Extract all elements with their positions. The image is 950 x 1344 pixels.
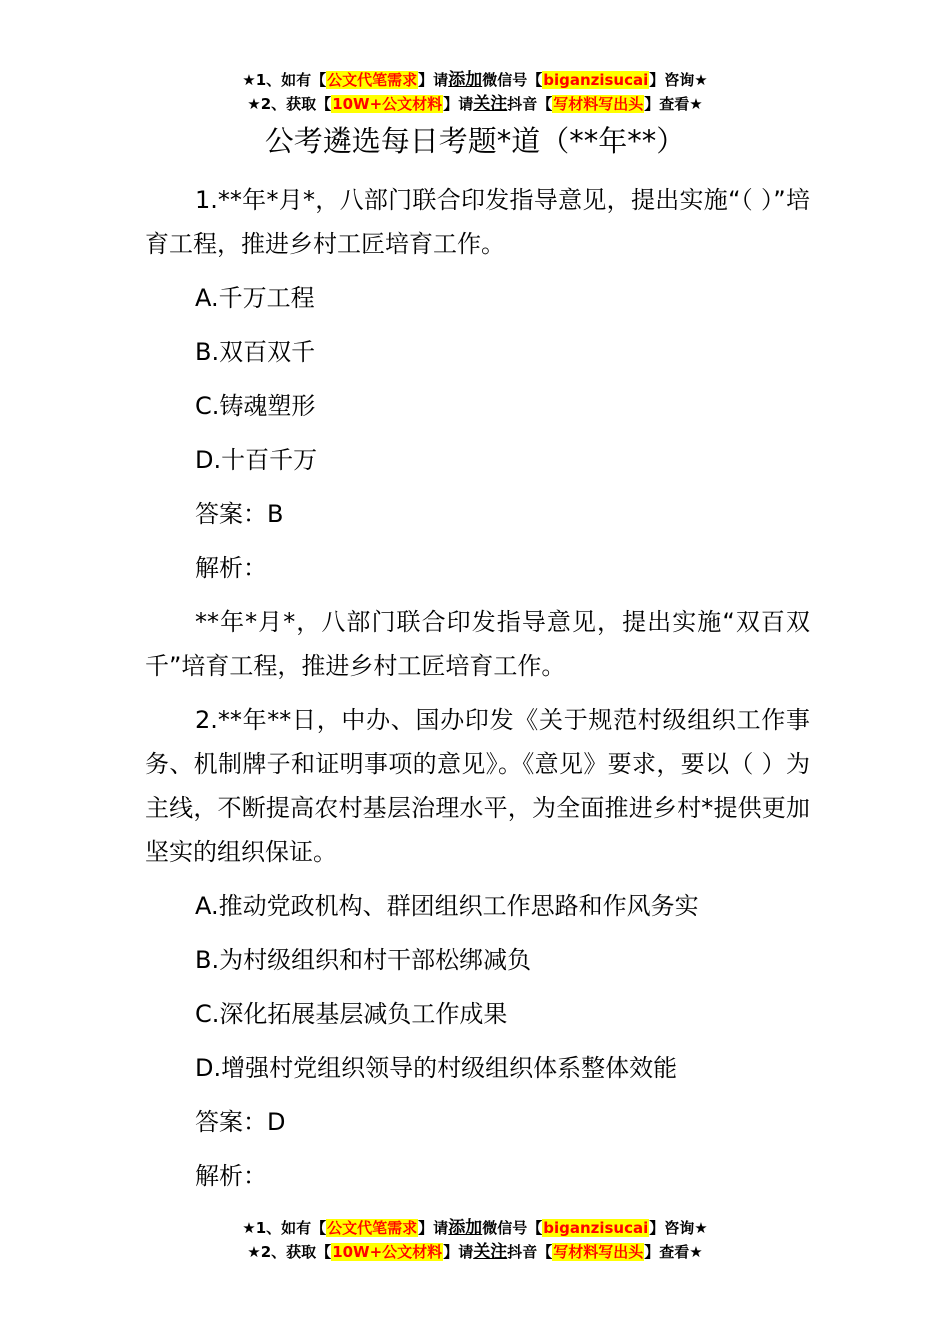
banner-wechat-id: biganzisucai	[543, 1219, 649, 1237]
footer-banner	[0, 1216, 950, 1264]
q1-analysis-label: 解析：	[195, 554, 267, 582]
banner-highlight: 公文代笔需求	[327, 71, 418, 89]
q2-option-d: D.增强村党组织领导的村级组织体系整体效能	[195, 1054, 678, 1082]
banner-line-2: ★2、获取【10W+公文材料】请关注抖音【写材料写出头】查看★	[247, 94, 703, 114]
q2-answer: 答案：D	[195, 1108, 286, 1136]
q1-option-c: C.铸魂塑形	[195, 392, 316, 420]
document-body	[145, 178, 810, 1208]
banner-highlight: 10W+公文材料	[332, 95, 443, 113]
question-2: 2.**年**日，中办、国办印发《关于规范村级组织工作事务、机制牌子和证明事项的意见》。《意见》要求，要以（ ）为主线，不断提高农村基层治理水平，为全面推进乡村*提供更加坚实的组织保证。	[145, 706, 810, 866]
q1-analysis: **年*月*，八部门联合印发指导意见，提出实施“双百双千”培育工程，推进乡村工匠培育工作。	[145, 608, 810, 680]
question-1: 1.**年*月*，八部门联合印发指导意见，提出实施“（ ）”培育工程，推进乡村工匠培育工作。	[145, 186, 810, 258]
q1-option-a: A.千万工程	[195, 284, 315, 312]
banner-highlight: 公文代笔需求	[327, 1219, 418, 1237]
banner-highlight: 10W+公文材料	[332, 1243, 443, 1261]
q2-option-c: C.深化拓展基层减负工作成果	[195, 1000, 508, 1028]
banner-line-1: ★1、如有【公文代笔需求】请添加微信号【biganzisucai】咨询★	[242, 1218, 708, 1238]
q1-option-b: B.双百双千	[195, 338, 316, 366]
q2-option-b: B.为村级组织和村干部松绑减负	[195, 946, 532, 974]
header-banner	[0, 68, 950, 116]
banner-douyin-id: 写材料写出头	[553, 1243, 644, 1261]
document-title: 公考遴选每日考题*道（**年**）	[264, 124, 686, 158]
banner-douyin-id: 写材料写出头	[553, 95, 644, 113]
q1-option-d: D.十百千万	[195, 446, 318, 474]
banner-wechat-id: biganzisucai	[543, 71, 649, 89]
q1-answer: 答案：B	[195, 500, 284, 528]
banner-line-2: ★2、获取【10W+公文材料】请关注抖音【写材料写出头】查看★	[247, 1242, 703, 1262]
q2-analysis-label: 解析：	[195, 1162, 267, 1190]
banner-line-1: ★1、如有【公文代笔需求】请添加微信号【biganzisucai】咨询★	[242, 70, 708, 90]
q2-option-a: A.推动党政机构、群团组织工作思路和作风务实	[195, 892, 699, 920]
